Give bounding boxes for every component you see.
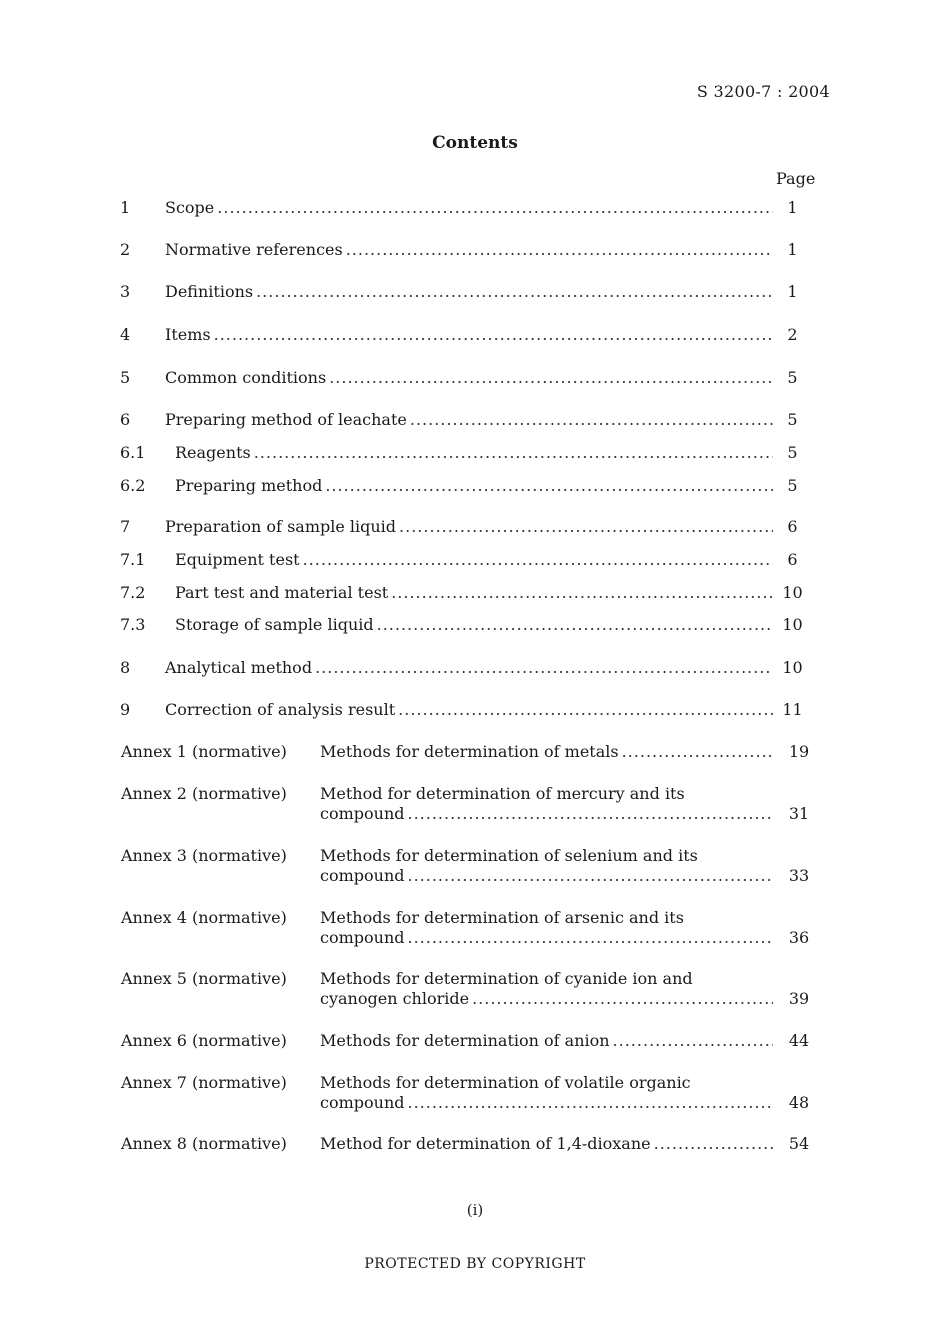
toc-entry-number: 7.2 — [120, 583, 146, 602]
toc-entry-page: 1 — [787, 240, 798, 259]
annex-label: Annex 2 (normative) — [121, 784, 287, 803]
dot-leader — [408, 928, 774, 948]
dot-leader — [254, 442, 773, 464]
document-number: S 3200-7 : 2004 — [696, 82, 830, 101]
annex-page: 31 — [788, 804, 810, 823]
toc-entry-storage-of-sample-liquid[interactable] — [0, 614, 950, 636]
toc-entry-page: 5 — [787, 368, 798, 387]
toc-entry-number: 9 — [120, 700, 131, 719]
page-marker: (i) — [466, 1201, 484, 1219]
dot-leader — [472, 989, 773, 1009]
dot-leader — [303, 549, 773, 571]
dot-leader — [408, 866, 774, 886]
annex-label: Annex 3 (normative) — [121, 846, 287, 865]
toc-entry-number: 7.3 — [120, 615, 146, 634]
copyright-notice: PROTECTED BY COPYRIGHT — [364, 1256, 586, 1272]
toc-entry-page: 11 — [782, 700, 803, 719]
toc-entry-number: 6.2 — [120, 476, 146, 495]
dot-leader — [399, 516, 773, 538]
annex-title: Methods for determination of anion — [320, 1031, 610, 1050]
annex-entry-1[interactable] — [0, 742, 950, 762]
toc-entry-page: 10 — [782, 615, 803, 634]
dot-leader — [214, 324, 773, 346]
dot-leader — [377, 614, 773, 636]
toc-entry-number: 6 — [120, 410, 131, 429]
toc-entry-label: Preparing method of leachate — [165, 410, 407, 429]
toc-entry-page: 2 — [787, 325, 798, 344]
annex-label: Annex 1 (normative) — [121, 742, 287, 761]
toc-entry-number: 8 — [120, 658, 131, 677]
dot-leader — [315, 657, 773, 679]
annex-title-continuation: compound — [320, 804, 405, 823]
toc-entry-correction-of-analysis-result[interactable] — [0, 699, 950, 721]
toc-entry-common-conditions[interactable] — [0, 367, 950, 389]
toc-entry-number: 7.1 — [120, 550, 146, 569]
annex-title-continuation: compound — [320, 928, 405, 947]
annex-title: Methods for determination of volatile organic — [320, 1073, 691, 1092]
toc-entry-label: Items — [165, 325, 211, 344]
toc-entry-label: Correction of analysis result — [165, 700, 396, 719]
toc-entry-label: Analytical method — [165, 658, 313, 677]
contents-title: Contents — [432, 133, 518, 153]
annex-label: Annex 8 (normative) — [121, 1134, 287, 1153]
toc-entry-number: 2 — [120, 240, 131, 259]
annex-page: 36 — [788, 928, 810, 947]
page-column-header: Page — [776, 169, 816, 188]
toc-entry-number: 6.1 — [120, 443, 146, 462]
toc-entry-equipment-test[interactable] — [0, 549, 950, 571]
toc-entry-page: 5 — [787, 476, 798, 495]
dot-leader — [217, 197, 773, 219]
dot-leader — [329, 367, 773, 389]
annex-label: Annex 6 (normative) — [121, 1031, 287, 1050]
toc-entry-page: 5 — [787, 410, 798, 429]
toc-entry-label: Preparation of sample liquid — [165, 517, 397, 536]
annex-title: Methods for determination of metals — [320, 742, 619, 761]
dot-leader — [346, 239, 773, 261]
dot-leader — [654, 1134, 773, 1154]
toc-entry-number: 1 — [120, 198, 131, 217]
annex-page: 39 — [788, 989, 810, 1008]
toc-entry-page: 6 — [787, 517, 798, 536]
toc-entry-preparing-method-of-leachate[interactable] — [0, 409, 950, 431]
toc-entry-number: 3 — [120, 282, 131, 301]
toc-entry-label: Equipment test — [175, 550, 300, 569]
annex-page: 54 — [788, 1134, 810, 1153]
annex-title: Method for determination of mercury and its — [320, 784, 685, 803]
toc-entry-number: 4 — [120, 325, 131, 344]
annex-entry-3[interactable] — [0, 846, 950, 886]
toc-entry-number: 7 — [120, 517, 131, 536]
toc-entry-label: Normative references — [165, 240, 343, 259]
toc-entry-page: 6 — [787, 550, 798, 569]
toc-entry-label: Reagents — [175, 443, 251, 462]
toc-entry-preparing-method[interactable] — [0, 475, 950, 497]
annex-entry-2[interactable] — [0, 784, 950, 824]
toc-entry-number: 5 — [120, 368, 131, 387]
toc-entry-analytical-method[interactable] — [0, 657, 950, 679]
annex-entry-7[interactable] — [0, 1073, 950, 1113]
toc-entry-normative-references[interactable] — [0, 239, 950, 261]
toc-entry-label: Preparing method — [175, 476, 323, 495]
annex-page: 19 — [788, 742, 810, 761]
toc-entry-page: 1 — [787, 198, 798, 217]
toc-entry-page: 1 — [787, 282, 798, 301]
toc-entry-label: Common conditions — [165, 368, 327, 387]
dot-leader — [391, 582, 773, 604]
dot-leader — [408, 804, 774, 824]
annex-entry-5[interactable] — [0, 969, 950, 1009]
dot-leader — [256, 281, 773, 303]
toc-entry-label: Part test and material test — [175, 583, 389, 602]
toc-entry-label: Storage of sample liquid — [175, 615, 374, 634]
toc-entry-page: 5 — [787, 443, 798, 462]
annex-page: 48 — [788, 1093, 810, 1112]
annex-page: 44 — [788, 1031, 810, 1050]
toc-entry-items[interactable] — [0, 324, 950, 346]
toc-entry-scope[interactable] — [0, 197, 950, 219]
annex-title: Method for determination of 1,4-dioxane — [320, 1134, 651, 1153]
toc-entry-part-test-and-material-test[interactable] — [0, 582, 950, 604]
annex-label: Annex 4 (normative) — [121, 908, 287, 927]
toc-entry-definitions[interactable] — [0, 281, 950, 303]
toc-entry-reagents[interactable] — [0, 442, 950, 464]
annex-title-continuation: cyanogen chloride — [320, 989, 470, 1008]
toc-entry-label: Scope — [165, 198, 215, 217]
dot-leader — [325, 475, 773, 497]
dot-leader — [410, 409, 773, 431]
annex-entry-6[interactable] — [0, 1031, 950, 1051]
dot-leader — [622, 742, 773, 762]
annex-title: Methods for determination of cyanide ion and — [320, 969, 693, 988]
annex-entry-4[interactable] — [0, 908, 950, 948]
annex-label: Annex 7 (normative) — [121, 1073, 287, 1092]
toc-entry-label: Definitions — [165, 282, 254, 301]
annex-title: Methods for determination of selenium and its — [320, 846, 698, 865]
dot-leader — [398, 699, 773, 721]
toc-entry-page: 10 — [782, 583, 803, 602]
annex-title: Methods for determination of arsenic and its — [320, 908, 684, 927]
toc-entry-page: 10 — [782, 658, 803, 677]
annex-title-continuation: compound — [320, 866, 405, 885]
dot-leader — [408, 1093, 774, 1113]
dot-leader — [613, 1031, 773, 1051]
toc-entry-preparation-of-sample-liquid[interactable] — [0, 516, 950, 538]
annex-title-continuation: compound — [320, 1093, 405, 1112]
annex-page: 33 — [788, 866, 810, 885]
annex-label: Annex 5 (normative) — [121, 969, 287, 988]
annex-entry-8[interactable] — [0, 1134, 950, 1154]
